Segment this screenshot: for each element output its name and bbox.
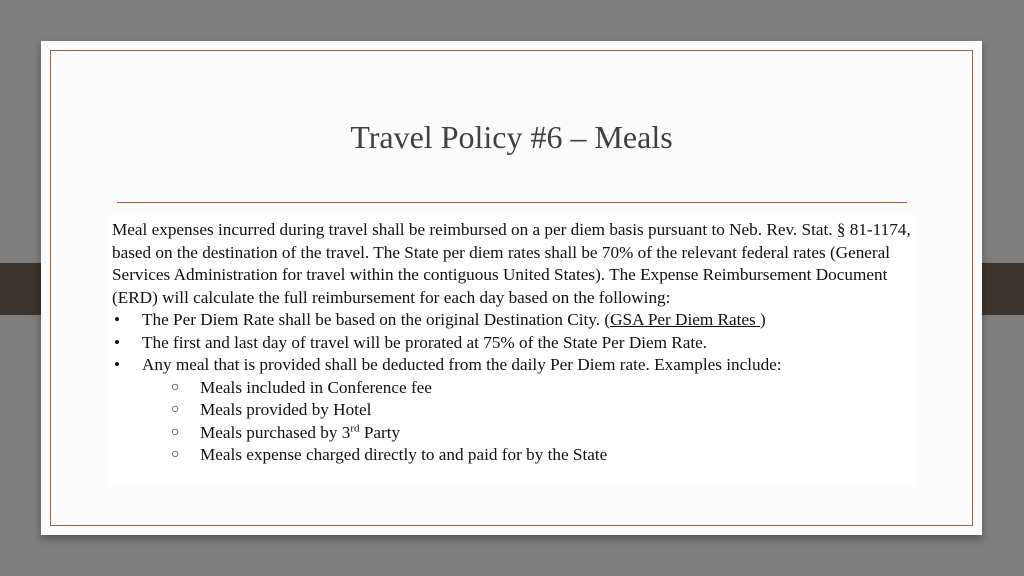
bullet-text: The Per Diem Rate shall be based on the original Destination City. ( [142,310,611,329]
circle-bullet-icon: ○ [171,379,180,395]
gsa-per-diem-rates-link[interactable]: GSA Per Diem Rates [610,310,760,329]
circle-bullet-icon: ○ [171,402,180,417]
bullet-icon: • [114,355,121,374]
slide [41,41,982,535]
list-item [112,422,912,445]
list-item [112,444,912,467]
slide-title: Travel Policy #6 – Meals [350,119,673,155]
circle-bullet-icon: ○ [171,424,180,440]
ordinal-suffix: rd [350,421,360,434]
list-item [112,332,912,355]
policy-text-box [108,215,916,487]
sub-item-text: Meals included in Conference fee [200,377,432,397]
bullet-icon: • [114,332,121,352]
sub-bullet-list [112,377,912,467]
intro-paragraph: Meal expenses incurred during travel shall be reimbursed on a per diem basis pursuant to Neb. Rev. Stat. § 81-1174, based on the destination of the travel. The State per diem rates shall be 70% of the relevant federal rates (General Services Administration for travel within the contiguous United States). The Expense Reimbursement Document (ERD) will calculate the full reimbursement for each day based on the following: [112,220,911,307]
sub-item-text-post: Party [359,422,401,442]
sub-item-text: Meals expense charged directly to and paid for by the State [200,445,608,464]
title-divider [117,202,907,203]
sub-item-text: Meals provided by Hotel [200,400,372,419]
circle-bullet-icon: ○ [171,447,180,462]
bullet-text: The first and last day of travel will be prorated at 75% of the State Per Diem Rate. [142,332,708,352]
list-item [112,309,912,332]
bullet-text-close: ) [760,310,766,329]
bullet-list [112,309,912,377]
sub-item-text-pre: Meals purchased by 3 [200,422,351,442]
list-item [112,377,912,400]
list-item [112,354,912,377]
list-item [112,399,912,422]
bullet-icon: • [114,310,121,329]
bullet-text: Any meal that is provided shall be deducted from the daily Per Diem rate. Examples include: [142,355,782,374]
